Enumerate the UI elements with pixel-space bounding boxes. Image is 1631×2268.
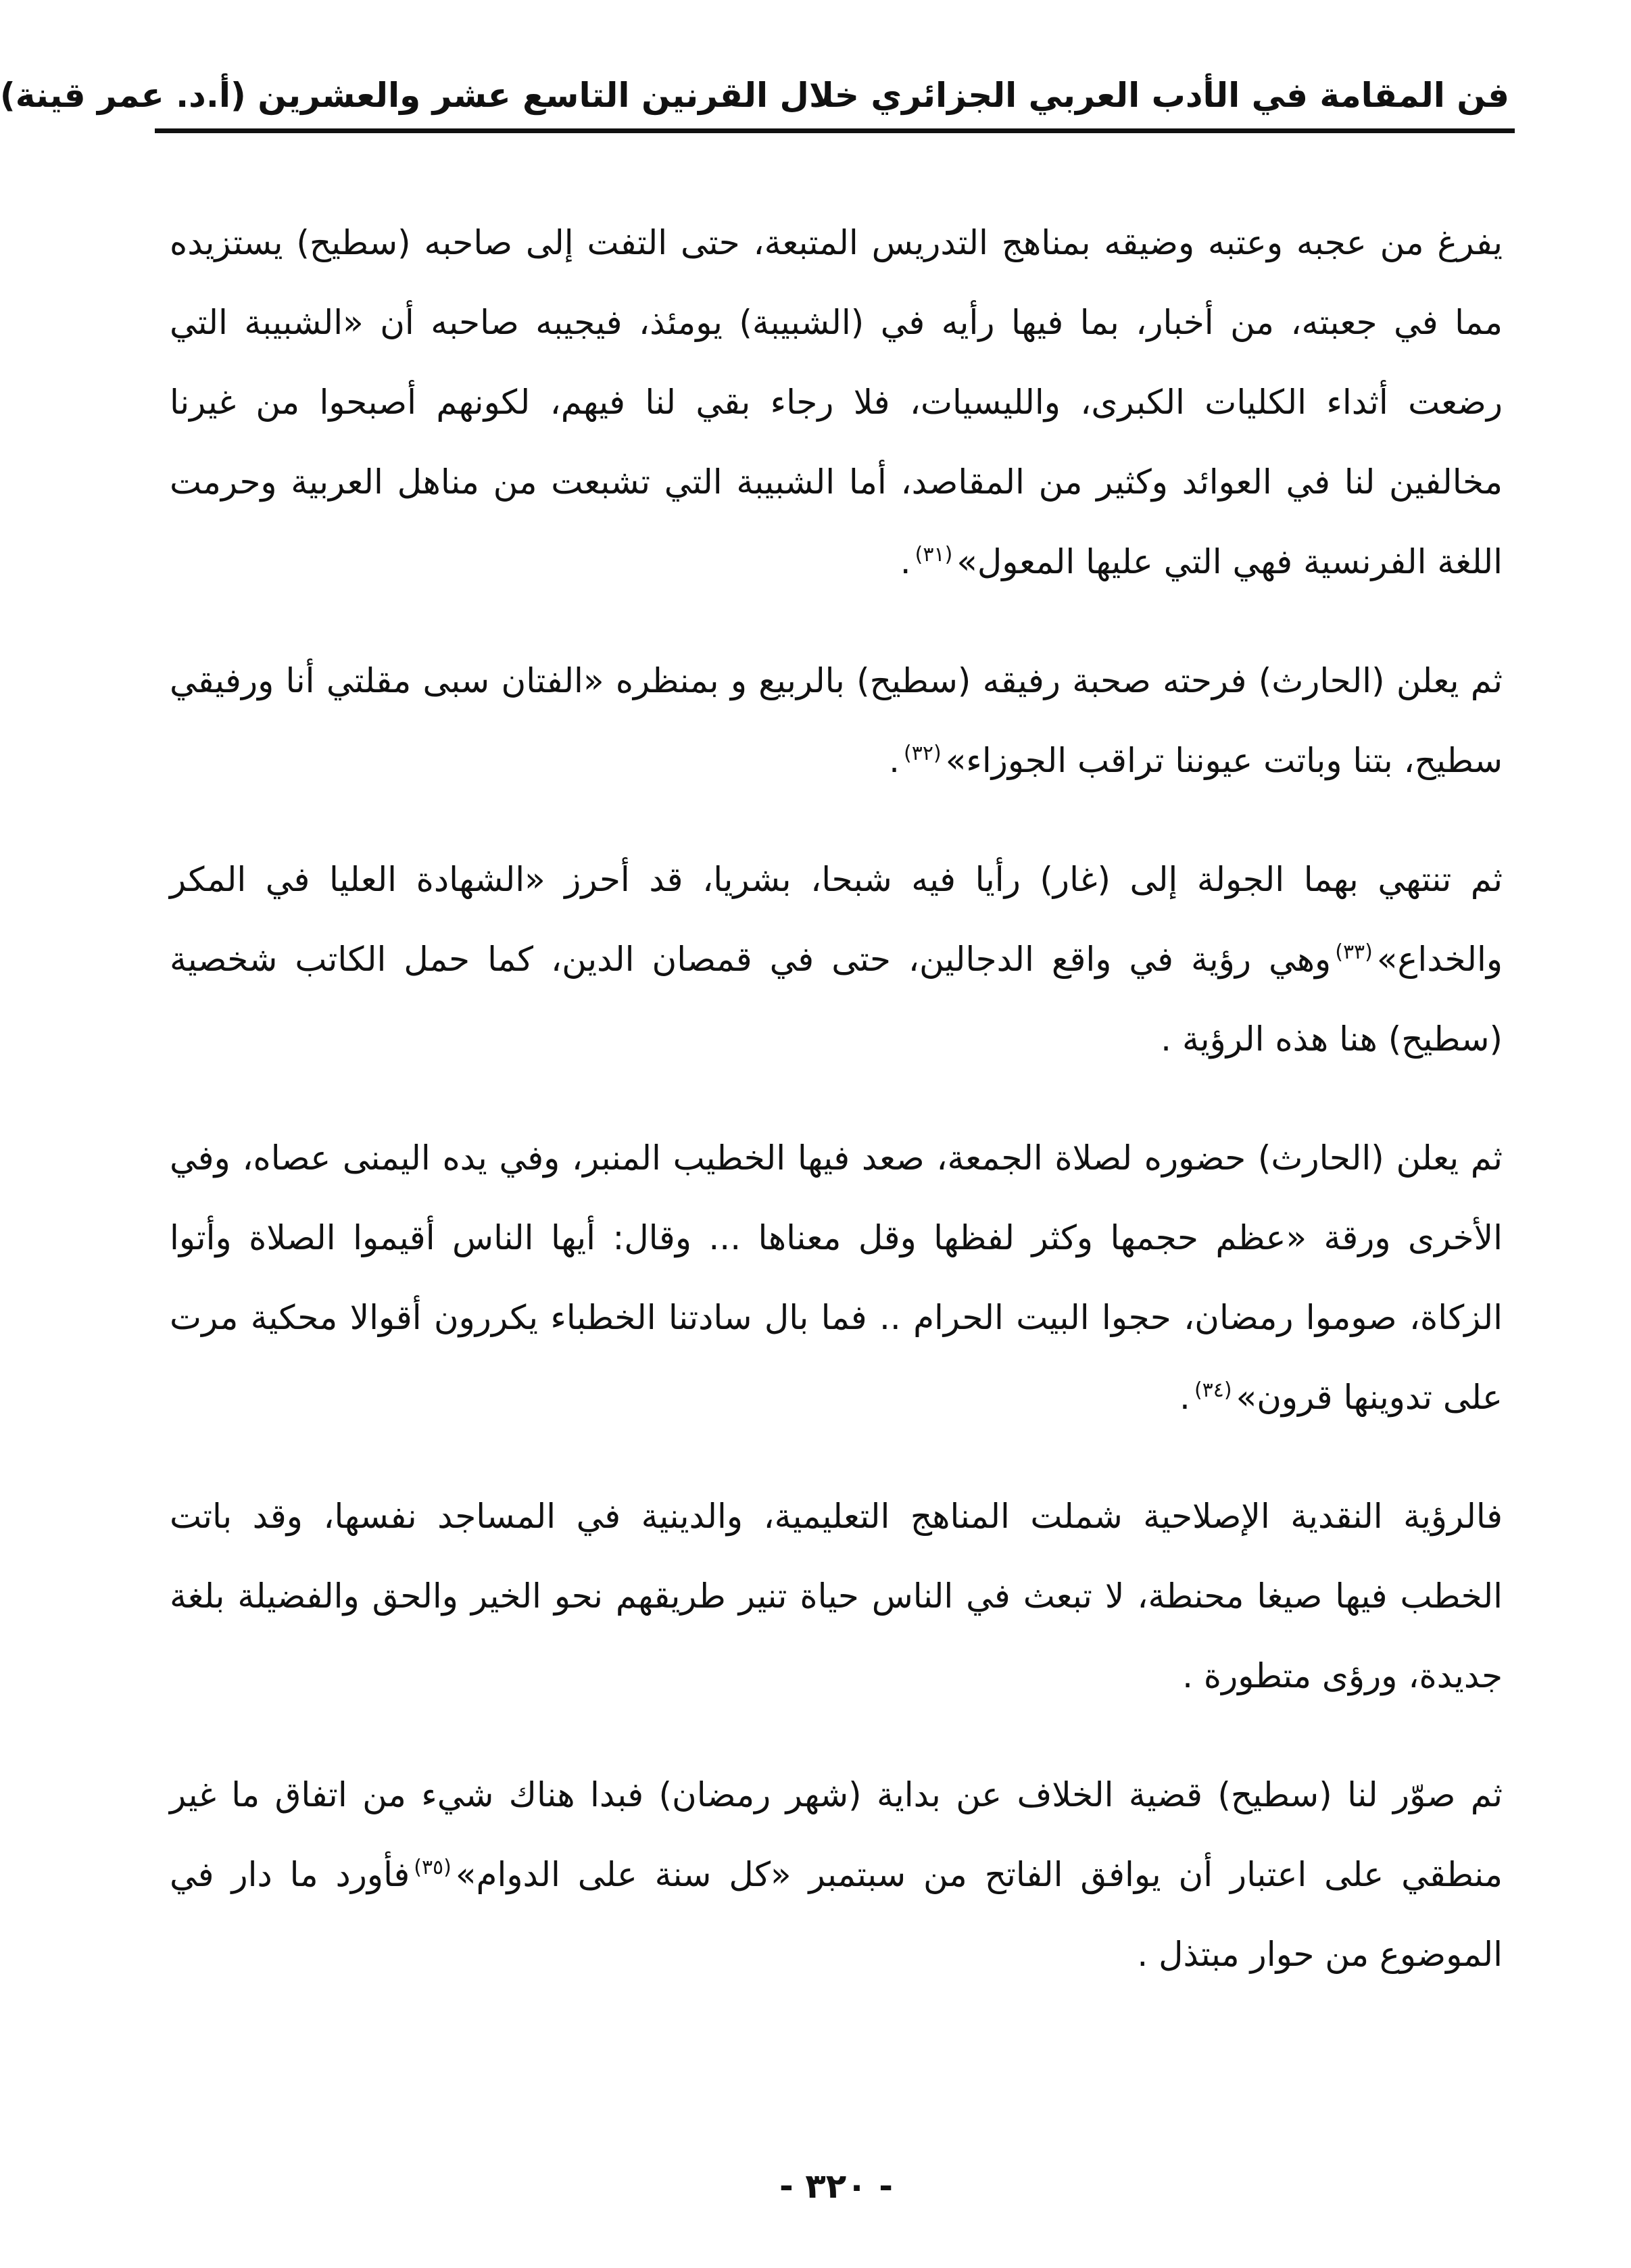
paragraph-2 — [170, 641, 1503, 800]
paragraph-1-tail: . — [900, 542, 911, 581]
paragraph-3-tail: وهي رؤية في واقع الدجالين، حتى في قمصان الدين، كما حمل الكاتب شخصية (سطيح) هنا هذه الرؤية . — [170, 940, 1503, 1059]
footnote-ref-35: (٣٥) — [414, 1856, 452, 1880]
paragraph-6-text: ثم صوّر لنا (سطيح) قضية الخلاف عن بداية (شهر رمضان) فبدا هناك شيء من اتفاق ما غير منطقي على اعتبار أن يوافق الفاتح من سبتمبر «كل سنة على الدوام» — [170, 1775, 1503, 1894]
header-rule — [155, 128, 1515, 133]
paragraph-5-text: فالرؤية النقدية الإصلاحية شملت المناهج التعليمية، والدينية في المساجد نفسها، وقد باتت الخطب فيها صيغا محنطة، لا تبعث في الناس حياة تنير طريقهم نحو الخير والحق والفضيلة بلغة جديدة، ورؤى متطورة . — [170, 1497, 1503, 1695]
paragraph-4 — [170, 1118, 1503, 1437]
paragraph-6 — [170, 1755, 1503, 1994]
body-text — [170, 203, 1503, 2033]
page-number: - ٣٢٠ - — [779, 2167, 893, 2206]
paragraph-4-tail: . — [1179, 1378, 1190, 1417]
footnote-ref-31: (٣١) — [915, 543, 953, 567]
paragraph-4-text: ثم يعلن (الحارث) حضوره لصلاة الجمعة، صعد فيها الخطيب المنبر، وفي يده اليمنى عصاه، وفي الأخرى ورقة «عظم حجمها وكثر لفظها وقل معناها ... وقال: أيها الناس أقيموا الصلاة وأتوا الزكاة، صوموا رمضان، حجوا البيت الحرام .. فما بال سادتنا الخطباء يكررون أقوالا محكية مرت على تدوينها قرون» — [170, 1138, 1503, 1417]
paragraph-5 — [170, 1476, 1503, 1716]
paragraph-3 — [170, 840, 1503, 1079]
running-header: فن المقامة في الأدب العربي الجزائري خلال القرنين التاسع عشر والعشرين (أ.د. عمر قينة) — [0, 76, 1509, 115]
paragraph-2-tail: . — [889, 741, 900, 780]
paragraph-6-tail: فأورد ما دار في الموضوع من حوار مبتذل . — [170, 1855, 1503, 1974]
paragraph-2-text: ثم يعلن (الحارث) فرحته صحبة رفيقه (سطيح) بالربيع و بمنظره «الفتان سبى مقلتي أنا ورفيقي سطيح، بتنا وباتت عيوننا تراقب الجوزاء» — [170, 661, 1503, 780]
footnote-ref-32: (٣٢) — [904, 742, 942, 766]
footnote-ref-34: (٣٤) — [1194, 1378, 1232, 1403]
paragraph-1-text: يفرغ من عجبه وعتبه وضيقه بمناهج التدريس المتبعة، حتى التفت إلى صاحبه (سطيح) يستزيده مما في جعبته، من أخبار، بما فيها رأيه في (الشبيبة) يومئذ، فيجيبه صاحبه أن «الشبيبة التي رضعت أثداء الكليات الكبرى، والليسيات، فلا رجاء بقي لنا فيهم، لكونهم أصبحوا من غيرنا مخالفين لنا في العوائد وكثير من المقاصد، أما الشبيبة التي تشبعت من مناهل العربية وحرمت اللغة الفرنسية فهي التي عليها المعول» — [170, 223, 1503, 581]
paragraph-3-text: ثم تنتهي بهما الجولة إلى (غار) رأيا فيه شبحا، بشريا، قد أحرز «الشهادة العليا في المكر والخداع» — [170, 860, 1503, 979]
paragraph-1 — [170, 203, 1503, 602]
footnote-ref-33: (٣٣) — [1335, 940, 1373, 965]
